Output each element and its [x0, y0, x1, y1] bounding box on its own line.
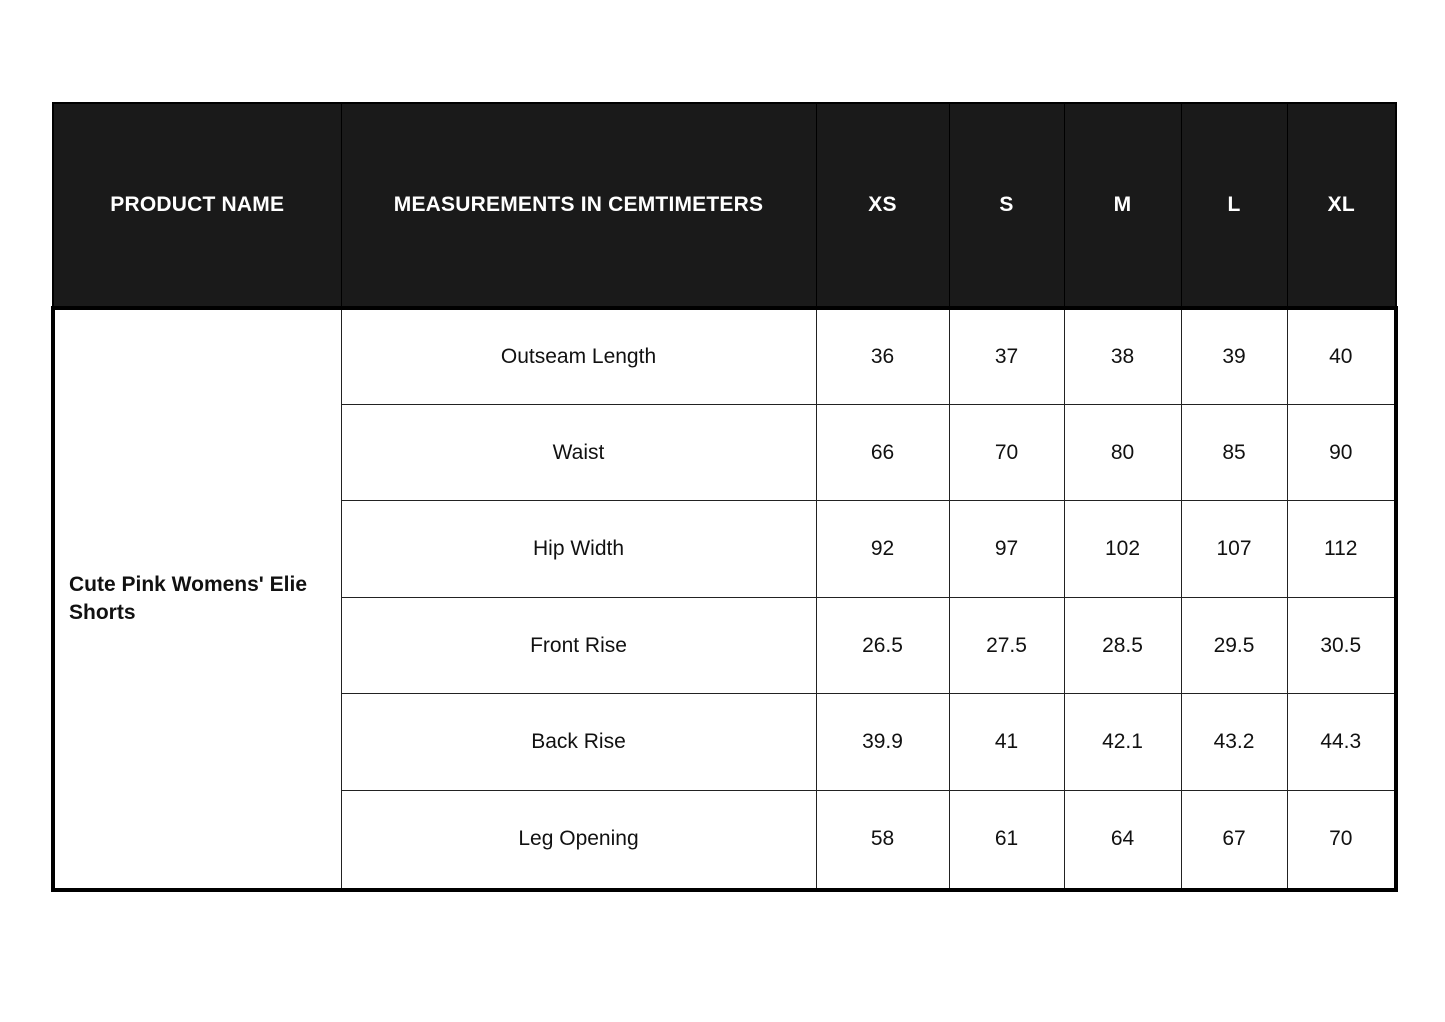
value-cell: 26.5 [816, 597, 949, 693]
value-cell: 27.5 [949, 597, 1064, 693]
value-cell: 90 [1287, 404, 1396, 500]
value-cell: 61 [949, 790, 1064, 890]
value-cell: 41 [949, 694, 1064, 790]
value-cell: 29.5 [1181, 597, 1287, 693]
value-cell: 42.1 [1064, 694, 1181, 790]
header-size-xs: XS [816, 103, 949, 308]
header-row [53, 103, 1396, 308]
value-cell: 28.5 [1064, 597, 1181, 693]
header-size-l: L [1181, 103, 1287, 308]
header-product-name: PRODUCT NAME [53, 103, 341, 308]
value-cell: 43.2 [1181, 694, 1287, 790]
measurement-label: Leg Opening [341, 790, 816, 890]
value-cell: 80 [1064, 404, 1181, 500]
value-cell: 70 [949, 404, 1064, 500]
measurement-label: Hip Width [341, 501, 816, 597]
measurement-label: Back Rise [341, 694, 816, 790]
measurement-label: Front Rise [341, 597, 816, 693]
value-cell: 97 [949, 501, 1064, 597]
measurement-label: Waist [341, 404, 816, 500]
value-cell: 39 [1181, 308, 1287, 404]
table-row [53, 308, 1396, 404]
value-cell: 70 [1287, 790, 1396, 890]
header-size-xl: XL [1287, 103, 1396, 308]
value-cell: 92 [816, 501, 949, 597]
value-cell: 102 [1064, 501, 1181, 597]
value-cell: 67 [1181, 790, 1287, 890]
value-cell: 107 [1181, 501, 1287, 597]
value-cell: 38 [1064, 308, 1181, 404]
value-cell: 44.3 [1287, 694, 1396, 790]
value-cell: 66 [816, 404, 949, 500]
measurement-label: Outseam Length [341, 308, 816, 404]
header-size-m: M [1064, 103, 1181, 308]
size-chart-table [51, 102, 1398, 892]
value-cell: 39.9 [816, 694, 949, 790]
header-measurements: MEASUREMENTS IN CEMTIMETERS [341, 103, 816, 308]
value-cell: 40 [1287, 308, 1396, 404]
value-cell: 64 [1064, 790, 1181, 890]
value-cell: 37 [949, 308, 1064, 404]
value-cell: 30.5 [1287, 597, 1396, 693]
product-name-cell: Cute Pink Womens' Elie Shorts [53, 308, 341, 890]
value-cell: 58 [816, 790, 949, 890]
size-chart [51, 102, 1394, 892]
value-cell: 85 [1181, 404, 1287, 500]
value-cell: 112 [1287, 501, 1396, 597]
header-size-s: S [949, 103, 1064, 308]
value-cell: 36 [816, 308, 949, 404]
